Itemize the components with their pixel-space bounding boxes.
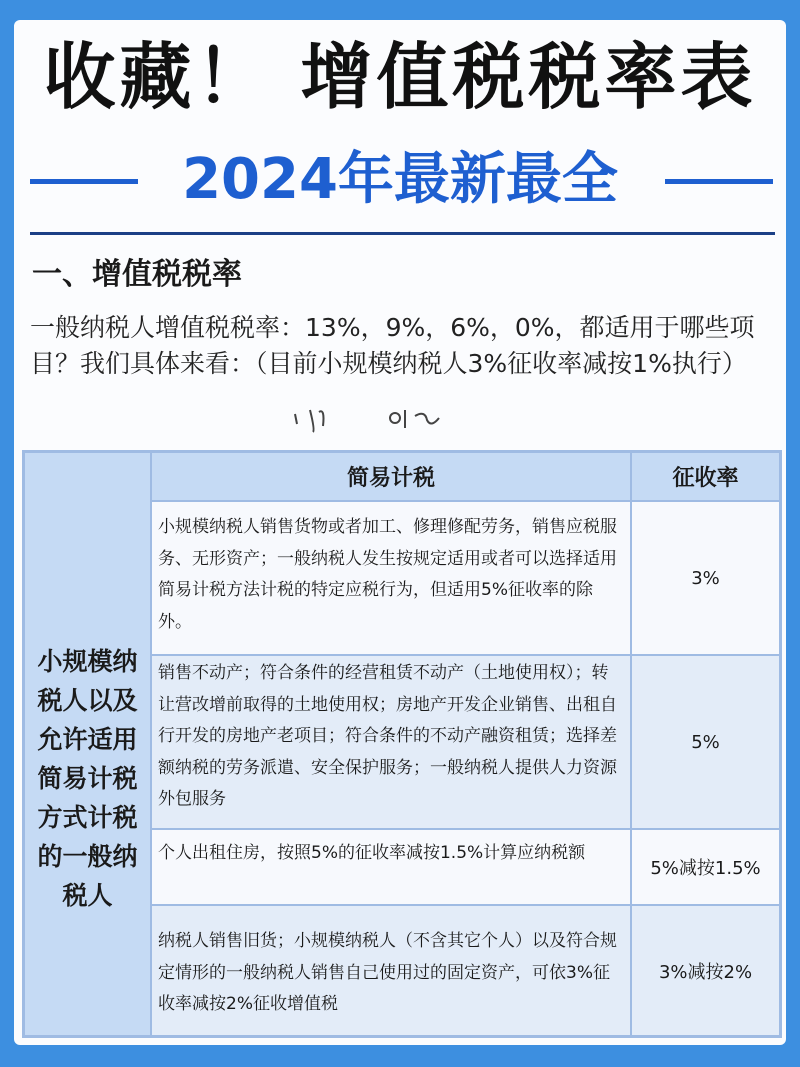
- table-row-1-rate: 3%: [631, 501, 780, 655]
- subtitle-right-rule: [665, 179, 773, 184]
- handwriting-mark: [255, 400, 475, 436]
- header-rate: 征收率: [631, 452, 780, 501]
- section-heading: 一、增值税税率: [32, 257, 242, 292]
- section-divider: [30, 232, 775, 235]
- page-title: 收藏！ 增值税税率表: [43, 35, 757, 119]
- table-row-3-description: 个人出租住房，按照5%的征收率减按1.5%计算应纳税额: [151, 829, 631, 905]
- subtitle-banner: [0, 145, 800, 215]
- table-row-2-rate: 5%: [631, 655, 780, 829]
- table-row-4-rate: 3%减按2%: [631, 905, 780, 1036]
- rate-table: [22, 450, 782, 1038]
- table-row-2-description: 销售不动产；符合条件的经营租赁不动产（土地使用权）；转让营改增前取得的土地使用权；房地产开发企业销售、出租自行开发的房地产老项目；符合条件的不动产融资租赁；选择差额纳税的劳务派遣、安全保护服务；一般纳税人提供人力资源外包服务: [151, 655, 631, 829]
- table-row-4-description: 纳税人销售旧货；小规模纳税人（不含其它个人）以及符合规定情形的一般纳税人销售自己使用过的固定资产，可依3%征收率减按2%征收增值税: [151, 905, 631, 1036]
- table-row-3-rate: 5%减按1.5%: [631, 829, 780, 905]
- table-row-label: 小规模纳税人以及允许适用简易计税方式计税的一般纳税人: [24, 452, 151, 1036]
- subtitle: 2024年最新最全: [182, 147, 618, 212]
- table-row-1-description: 小规模纳税人销售货物或者加工、修理修配劳务，销售应税服务、无形资产；一般纳税人发生按规定适用或者可以选择适用简易计税方法计税的特定应税行为，但适用5%征收率的除外。: [151, 501, 631, 655]
- intro-paragraph: 一般纳税人增值税税率：13%，9%，6%，0%，都适用于哪些项目？我们具体来看：（目前小规模纳税人3%征收率减按1%执行）: [30, 313, 755, 378]
- header-method: 简易计税: [151, 452, 631, 501]
